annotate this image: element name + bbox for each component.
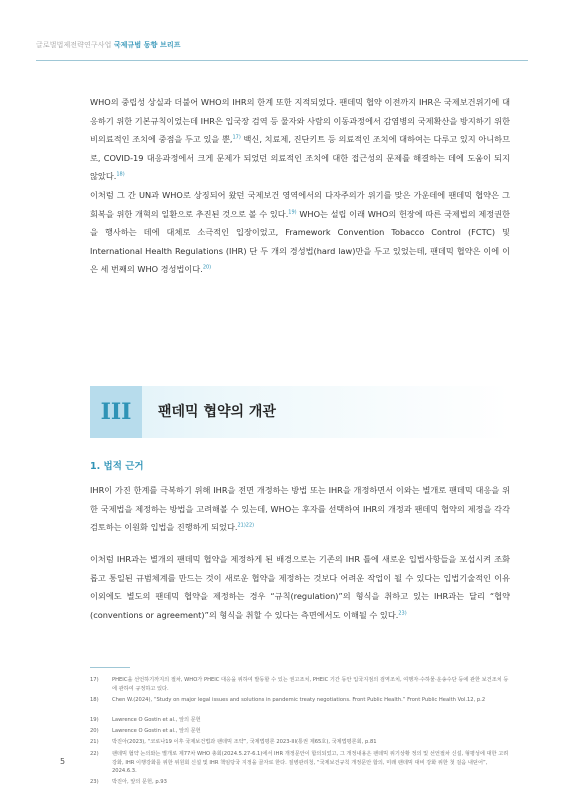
footnote-text: Chen W.(2024), “Study on major legal issues and solutions in pandemic treaty negotiations. Front Public Health.” Front Public Health Vol.12, p.2 xyxy=(112,697,486,703)
paragraph-ihr-limits xyxy=(90,481,510,537)
footnote-number: 17) xyxy=(90,677,99,683)
footnote-text: Lawrence O Gostin et al., 앞의 문헌 xyxy=(112,717,201,723)
paragraph-text: 이처럼 그 간 UN과 WHO로 상징되어 왔던 국제보건 영역에서의 다자주의가 위기를 맞은 가운데에 팬데믹 협약은 그 회복을 위한 개혁의 일환으로 추진된 것으로 볼 수 있다. xyxy=(90,190,510,219)
footnote-text: PHEIC을 선언하기까지의 절차, WHO가 PHEIC 대응을 위하여 발동할 수 있는 권고조치, PHEIC 기간 동안 입국지점의 검역조치, 여행자·수하물·운송수단 등에 관한 보건조치 등에 관하여 규정하고 있다. xyxy=(112,677,509,692)
header-divider xyxy=(36,60,528,61)
footnote-ref-21-22[interactable]: 21)22) xyxy=(237,522,255,529)
footnote-number: 19) xyxy=(90,717,99,723)
footnote-number: 21) xyxy=(90,739,99,745)
footnote-divider xyxy=(90,667,130,668)
footnote-text: 박진아, 앞의 문헌, p.93 xyxy=(112,779,167,785)
footnote-text: Lawrence O Gostin et al., 앞의 문헌 xyxy=(112,728,201,734)
footnote-ref-18[interactable]: 18) xyxy=(116,171,125,178)
paragraph-text: WHO의 중립성 상실과 더불어 WHO의 IHR의 한계 또한 지적되었다. 팬데믹 협약 이전까지 IHR은 국제보건위기에 대응하기 위한 기본규칙이었는데 IHR은 입국장 검역 등 물자와 사람의 이동과정에서 감염병의 국제확산을 방지하기 위한 비의료적인 조치에 중점을 두고 있을 뿐, xyxy=(90,97,510,144)
paragraph-who-neutrality xyxy=(90,93,510,186)
footnote-number: 23) xyxy=(90,779,99,785)
paragraph-text: IHR이 가진 한계를 극복하기 위해 IHR을 전면 개정하는 방법 또는 IHR을 개정하면서 이와는 별개로 팬데믹 대응을 위한 국제법을 제정하는 방법을 고려해볼 수 있는데, WHO는 후자를 선택하여 IHR의 개정과 팬데믹 협약의 제정을 각각 검토하는 이원화 입법을 진행하게 되었다. xyxy=(90,485,510,532)
footnote-number: 18) xyxy=(90,697,99,703)
paragraph-text: 이처럼 IHR과는 별개의 팬데믹 협약을 제정하게 된 배경으로는 기존의 IHR 틀에 새로운 입법사항들을 포섭시켜 조화롭고 통일된 규범체계를 만드는 것이 새로운 협약을 제정하는 것보다 어려운 작업이 될 수 있다는 입법기술적인 이유 이외에도 별도의 팬데믹 협약을 제정하는 경우 “규칙(regulation)”의 형식을 취하고 있는 IHR과는 달리 “협약(conventions or agreement)”의 형식을 취할 수 있다는 측면에서도 이해될 수 있다. xyxy=(90,554,510,620)
footnote-ref-19[interactable]: 19) xyxy=(288,208,297,215)
header-org: 글로벌법제전략연구사업 xyxy=(36,41,112,49)
footnote-ref-20[interactable]: 20) xyxy=(202,264,212,271)
paragraph-separate-treaty xyxy=(90,550,510,624)
paragraph-text: 백신, 치료제, 진단키트 등 의료적인 조치에 대하여는 다루고 있지 아니하므로, COVID-19 대응과정에서 크게 문제가 되었던 의료적인 조치에 대한 접근성의 문제를 해결하는 데에 도움이 되지 않았다. xyxy=(90,134,510,181)
paragraph-text: WHO는 설립 이래 WHO의 헌장에 따른 국제법의 제정권한을 행사하는 데에 대체로 소극적인 입장이었고, Framework Convention Tobacco Control (FCTC) 및 International Health Regulations (IHR) 단 두 개의 경성법(hard law)만을 두고 있었는데, 팬데믹 협약은 이에 이은 세 번째의 WHO 경성법이다. xyxy=(90,208,510,274)
section-number: III xyxy=(90,386,142,438)
footnote-ref-23[interactable]: 23) xyxy=(398,609,407,616)
footnote-text: 박진아(2023), “코로나19 이후 국제보건법과 팬데믹 조약”, 국제법평론 2023-III(통권 제65호), 국제법평론회, p.81 xyxy=(112,739,377,745)
section-title: 팬데믹 협약의 개관 xyxy=(158,404,276,420)
running-header xyxy=(36,40,181,50)
section-heading xyxy=(90,386,510,438)
footnote-ref-17[interactable]: 17) xyxy=(232,134,241,141)
footnote-text: 팬데믹 협약 논의와는 별개로 제77차 WHO 총회(2024.5.27-6.1)에서 IHR 개정문안이 합의되었고, 그 개정내용은 팬데믹 위기상황 정의 및 선언절차 신설, 형평성에 대한 고려 강화, IHR 이행강화를 위한 위원회 신설 및 IHR 책임당국 지정을 골자로 한다. 질병관리청, “국제보건규칙 개정문안 합의, 미래 팬데믹 대비 강화 위한 첫 걸음 내딛어”, 2024.6.3. xyxy=(112,751,509,774)
footnote-number: 20) xyxy=(90,728,99,734)
page-number: 5 xyxy=(60,757,66,766)
header-series: 국제규범 동향 브리프 xyxy=(113,41,181,49)
subsection-title: 1. 법적 근거 xyxy=(90,461,144,472)
footnote-number: 22) xyxy=(90,751,99,757)
paragraph-multilateralism xyxy=(90,186,510,279)
